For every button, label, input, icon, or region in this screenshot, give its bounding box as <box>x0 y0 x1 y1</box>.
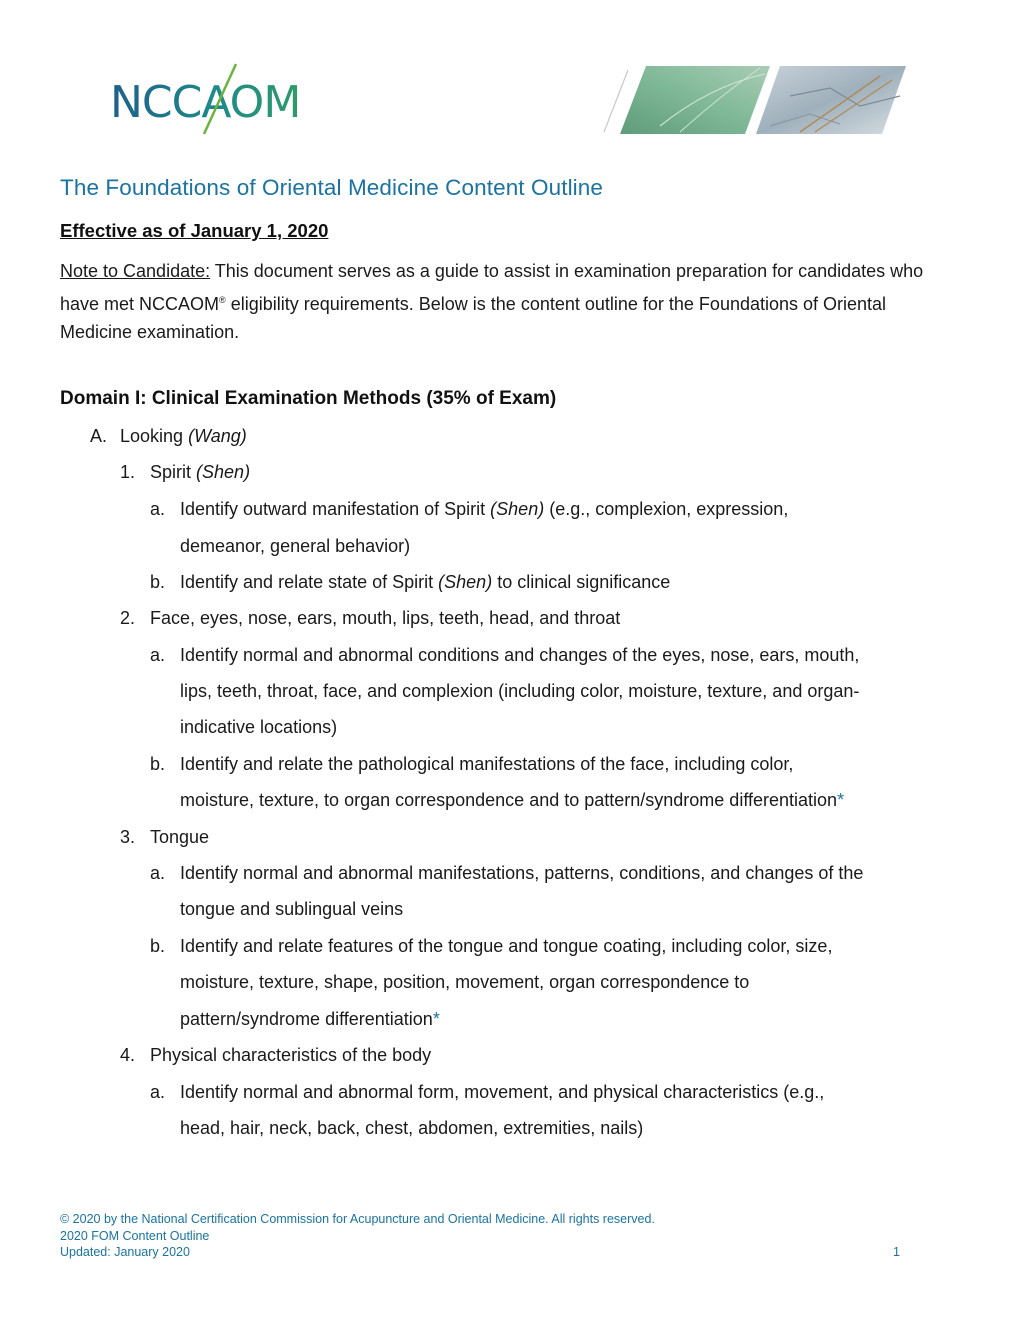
outline-marker: a. <box>150 499 166 519</box>
footer-updated: Updated: January 2020 <box>60 1245 190 1259</box>
outline-text: moisture, texture, shape, position, movement, organ correspondence to <box>180 972 750 992</box>
outline-item-3b-line3 <box>180 1001 440 1038</box>
outline-item-3b-line2 <box>180 964 749 1001</box>
leaf-photo <box>620 66 770 134</box>
page-footer <box>60 1211 910 1261</box>
effective-date: Effective as of January 1, 2020 <box>60 220 329 241</box>
document-title: The Foundations of Oriental Medicine Content Outline <box>60 175 604 200</box>
page-number: 1 <box>893 1245 900 1259</box>
note-lead: Note to Candidate: <box>60 261 211 281</box>
note-to-candidate <box>60 257 950 347</box>
outline-marker: 4. <box>120 1045 136 1065</box>
outline-text: lips, teeth, throat, face, and complexion (including color, moisture, texture, and organ- <box>180 681 860 701</box>
outline-marker: a. <box>150 645 166 665</box>
outline-italic-term: (Wang) <box>188 426 247 446</box>
outline-marker: 1. <box>120 462 136 482</box>
registered-mark: ® <box>219 294 226 305</box>
outline-label: Looking <box>120 426 184 446</box>
outline-item-2b-line2 <box>180 782 844 819</box>
footnote-asterisk: * <box>837 790 845 810</box>
outline-item-2a-line3 <box>180 709 337 746</box>
outline-marker: 3. <box>120 827 136 847</box>
outline-text: Identify normal and abnormal manifestations, patterns, conditions, and changes of the <box>180 863 864 883</box>
outline-item-2a-line2 <box>180 673 859 710</box>
outline-text: indicative locations) <box>180 717 338 737</box>
outline-marker: a. <box>150 1082 166 1102</box>
outline-label: Tongue <box>150 827 210 847</box>
outline-item-3a-line2 <box>180 891 403 928</box>
footer-doc-name: 2020 FOM Content Outline <box>60 1228 210 1243</box>
outline-label: Face, eyes, nose, ears, mouth, lips, teeth, head, and throat <box>150 608 621 628</box>
outline-text: head, hair, neck, back, chest, abdomen, extremities, nails) <box>180 1118 644 1138</box>
outline-text: (e.g., complexion, expression, <box>544 499 789 519</box>
outline-marker: b. <box>150 754 166 774</box>
outline-italic-term: (Shen) <box>196 462 251 482</box>
footer-copyright: © 2020 by the National Certification Commission for Acupuncture and Oriental Medicine. All rights reserved. <box>60 1212 655 1226</box>
domain-heading: Domain I: Clinical Examination Methods (35% of Exam) <box>60 388 557 409</box>
outline-marker: 2. <box>120 608 136 628</box>
outline-marker: b. <box>150 936 166 956</box>
outline-text: tongue and sublingual veins <box>180 899 404 919</box>
outline-item-1a-line2 <box>180 528 410 565</box>
footnote-asterisk: * <box>432 1009 440 1029</box>
logo-text: NCCAOM <box>110 77 301 128</box>
outline-label: Spirit <box>150 462 192 482</box>
nccaom-logo <box>108 62 323 137</box>
outline-marker: A. <box>90 426 108 446</box>
outline-label: Physical characteristics of the body <box>150 1045 432 1065</box>
note-text-1: This document serves as a guide to assist in examination preparation for candidates who have met NCCAOM <box>60 261 924 314</box>
outline-marker: b. <box>150 572 166 592</box>
outline-text: pattern/syndrome differentiation <box>180 1009 433 1029</box>
outline-italic-term: (Shen) <box>438 572 493 592</box>
outline-text: moisture, texture, to organ correspondence and to pattern/syndrome differentiation <box>180 790 838 810</box>
outline-item-4a-line2 <box>180 1110 643 1147</box>
outline-text: Identify and relate state of Spirit <box>180 572 439 592</box>
note-text-2: eligibility requirements. Below is the content outline for the Foundations of Oriental Medicine examination. <box>60 293 887 342</box>
outline-marker: a. <box>150 863 166 883</box>
header-image-strip <box>600 66 910 134</box>
outline-text: Identify normal and abnormal conditions and changes of the eyes, nose, ears, mouth, <box>180 645 860 665</box>
outline-text: Identify and relate the pathological manifestations of the face, including color, <box>180 754 794 774</box>
outline-text: demeanor, general behavior) <box>180 536 411 556</box>
outline-text: to clinical significance <box>492 572 671 592</box>
outline-text: Identify outward manifestation of Spirit <box>180 499 491 519</box>
outline-text: Identify normal and abnormal form, movement, and physical characteristics (e.g., <box>180 1082 825 1102</box>
outline-text: Identify and relate features of the tongue and tongue coating, including color, size, <box>180 936 833 956</box>
outline-italic-term: (Shen) <box>490 499 545 519</box>
